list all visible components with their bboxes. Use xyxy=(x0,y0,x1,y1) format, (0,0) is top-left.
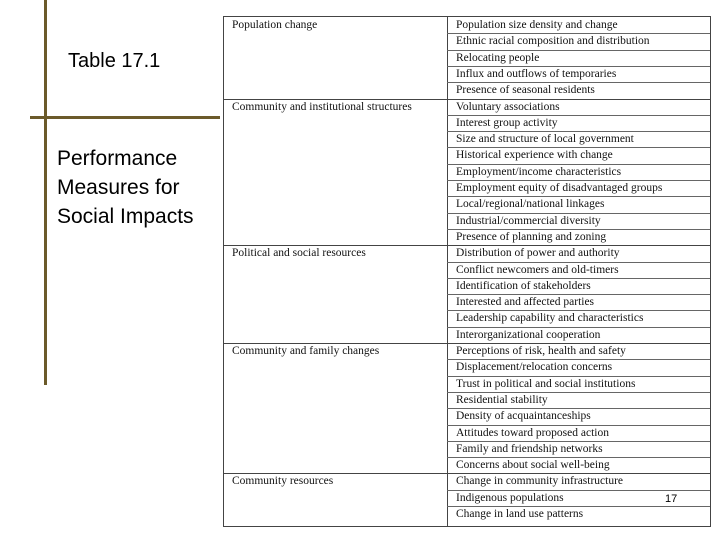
measure-item: Trust in political and social institutions xyxy=(456,377,636,390)
measure-item: Attitudes toward proposed action xyxy=(456,426,609,439)
measure-item: Conflict newcomers and old-timers xyxy=(456,263,619,276)
measure-item: Local/regional/national linkages xyxy=(456,198,605,211)
measure-item: Influx and outflows of temporaries xyxy=(456,67,617,80)
measure-item: Population size density and change xyxy=(456,19,618,31)
measure-item: Size and structure of local government xyxy=(456,133,634,146)
group-label: Community and family changes xyxy=(232,345,380,357)
measure-item: Interorganizational cooperation xyxy=(456,328,601,341)
measure-item: Presence of planning and zoning xyxy=(456,230,607,243)
measure-item: Perceptions of risk, health and safety xyxy=(456,345,626,357)
measure-item: Leadership capability and characteristics xyxy=(456,312,644,325)
measure-item: Interested and affected parties xyxy=(456,296,595,309)
left-accent-bar xyxy=(0,0,47,385)
slide-title: Table 17.1 xyxy=(68,50,161,72)
group-label: Community resources xyxy=(232,475,334,488)
measure-item: Change in land use patterns xyxy=(456,508,584,520)
social-impacts-table xyxy=(223,16,711,527)
measure-item: Displacement/relocation concerns xyxy=(456,361,613,374)
group-label: Political and social resources xyxy=(232,247,366,260)
measure-item: Historical experience with change xyxy=(456,149,613,162)
column-divider xyxy=(447,17,448,526)
measure-item: Distribution of power and authority xyxy=(456,247,620,260)
measure-item: Industrial/commercial diversity xyxy=(456,214,601,227)
measure-item: Residential stability xyxy=(456,393,548,406)
measure-item: Voluntary associations xyxy=(456,100,560,113)
measure-item: Ethnic racial composition and distribution xyxy=(456,35,650,48)
measure-item: Presence of seasonal residents xyxy=(456,84,595,97)
measure-item: Family and friendship networks xyxy=(456,442,603,455)
measure-item: Density of acquaintanceships xyxy=(456,410,591,423)
slide-heading: Performance Measures for Social Impacts xyxy=(57,147,194,228)
measure-item: Interest group activity xyxy=(456,116,558,129)
group-label: Community and institutional structures xyxy=(232,100,412,113)
measure-item: Indigenous populations xyxy=(456,491,564,504)
group-label: Population change xyxy=(232,19,318,31)
page-number: 17 xyxy=(665,493,678,505)
measure-item: Relocating people xyxy=(456,51,540,64)
measure-item: Employment equity of disadvantaged groups xyxy=(456,182,663,194)
measure-item: Concerns about social well-being xyxy=(456,459,610,472)
measure-item: Change in community infrastructure xyxy=(456,475,624,488)
title-rule xyxy=(30,116,220,119)
measure-item: Employment/income characteristics xyxy=(456,165,622,178)
measure-item: Identification of stakeholders xyxy=(456,279,591,292)
